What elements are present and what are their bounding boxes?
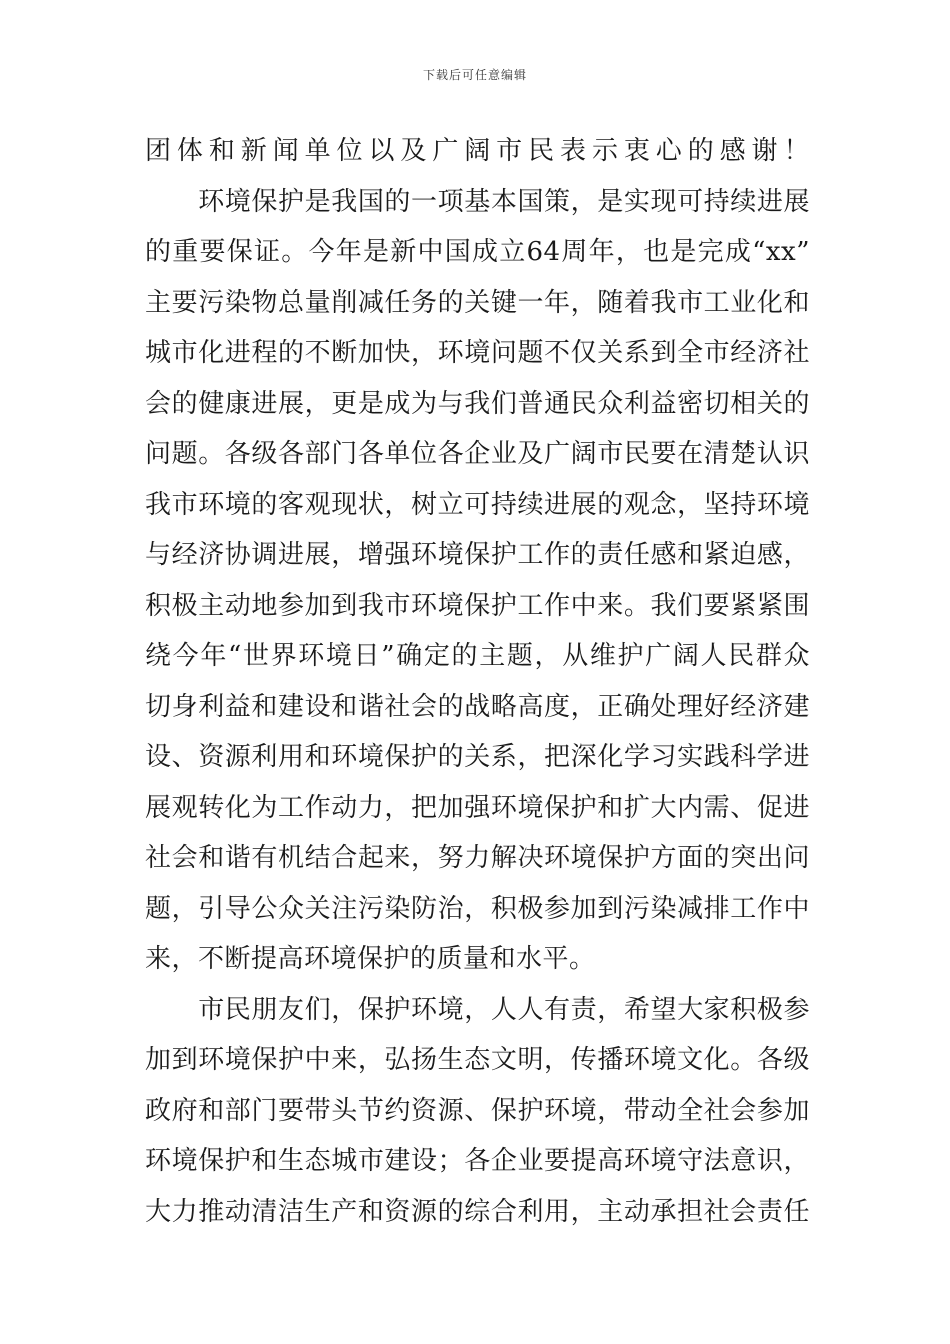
text-line: 积极主动地参加到我市环境保护工作中来。我们要紧紧围 (145, 590, 810, 621)
text-line: 我市环境的客观现状，树立可持续进展的观念，坚持环境 (145, 489, 810, 520)
text-line: 与经济协调进展，增强环境保护工作的责任感和紧迫感， (145, 540, 810, 570)
text-line: 的重要保证。今年是新中国成立64周年，也是完成“xx” (145, 237, 810, 267)
text-line: 主要污染物总量削减任务的关键一年，随着我市工业化和 (145, 287, 810, 318)
text-line: 绕今年“世界环境日”确定的主题，从维护广阔人民群众 (145, 641, 810, 671)
text-line: 市民朋友们，保护环境，人人有责，希望大家积极参 (145, 994, 810, 1025)
text-line: 题，引导公众关注污染防治，积极参加到污染减排工作中 (145, 893, 810, 924)
text-line: 社会和谐有机结合起来，努力解决环境保护方面的突出问 (145, 843, 810, 873)
text-line: 问题。各级各部门各单位各企业及广阔市民要在清楚认识 (145, 439, 810, 469)
text-line: 大力推动清洁生产和资源的综合利用，主动承担社会责任 (145, 1196, 810, 1227)
text-line: 团体和新闻单位以及广阔市民表示衷心的感谢！ (145, 136, 810, 166)
text-line: 环境保护和生态城市建设；各企业要提高环境守法意识， (145, 1146, 810, 1176)
text-line: 会的健康进展，更是成为与我们普通民众利益密切相关的 (145, 388, 810, 419)
text-line: 环境保护是我国的一项基本国策，是实现可持续进展 (145, 186, 810, 217)
text-line: 政府和部门要带头节约资源、保护环境，带动全社会参加 (145, 1095, 810, 1126)
header-note: 下载后可任意编辑 (422, 68, 527, 82)
text-line: 设、资源利用和环境保护的关系，把深化学习实践科学进 (145, 742, 810, 772)
text-line: 来，不断提高环境保护的质量和水平。 (145, 944, 596, 974)
text-line: 城市化进程的不断加快，环境问题不仅关系到全市经济社 (145, 338, 810, 368)
text-line: 切身利益和建设和谐社会的战略高度，正确处理好经济建 (145, 691, 810, 722)
text-line: 加到环境保护中来，弘扬生态文明，传播环境文化。各级 (145, 1045, 810, 1075)
text-line: 展观转化为工作动力，把加强环境保护和扩大内需、促进 (145, 792, 810, 823)
body-text (145, 126, 810, 1237)
